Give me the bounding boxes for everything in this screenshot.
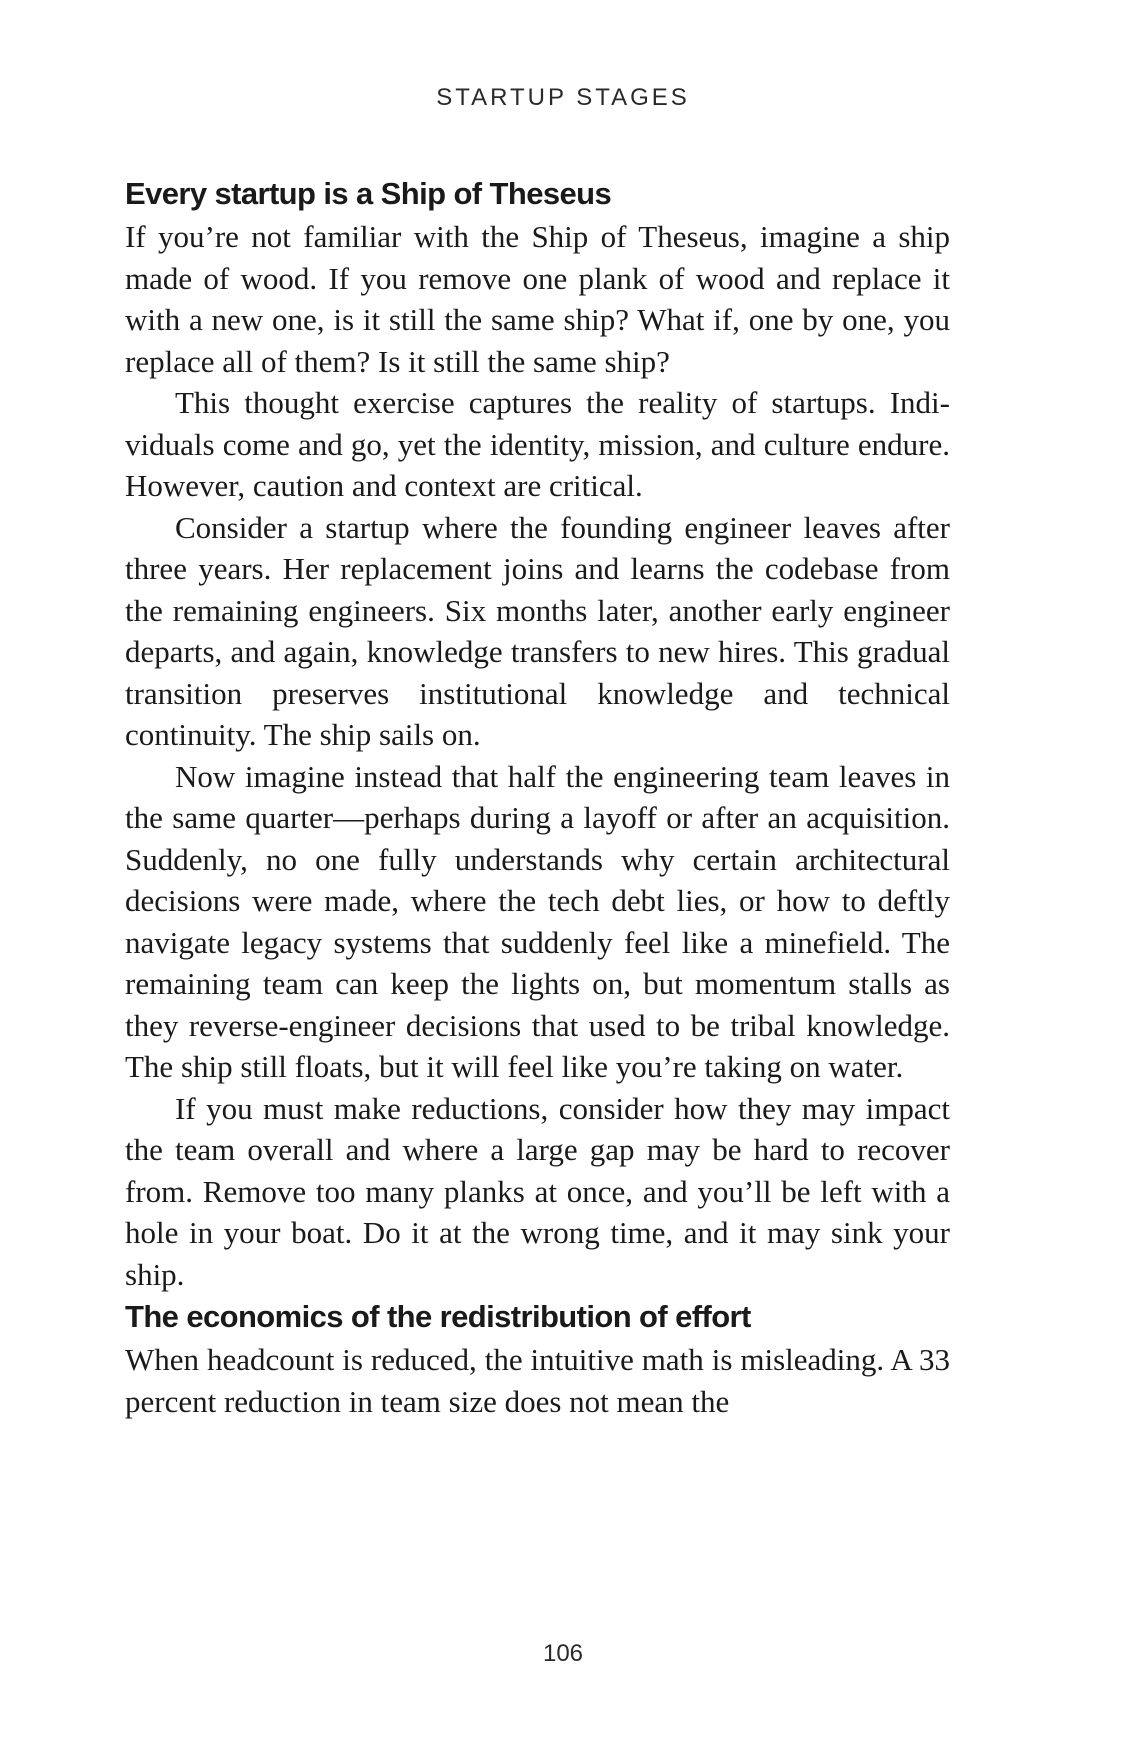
paragraph: Now imagine instead that half the engineering team leaves in the same quarter—perhaps during a layoff or after an acquisition. Suddenly, no one fully understands why certain architectural decisions were made, where the tech debt lies, or how to deftly navigate legacy systems that suddenly feel like a minefield. The remaining team can keep the lights on, but momentum stalls as they reverse-engineer decisions that used to be tribal knowledge. The ship still floats, but it will feel like you’re taking on water.	[125, 758, 950, 1084]
paragraph: Consider a startup where the founding engineer leaves after three years. Her replacement joins and learns the codebase from the remaining engineers. Six months later, another early engineer departs, and again, knowledge transfers to new hires. This gradual transition preserves institutional knowledge and technical continuity. The ship sails on.	[125, 509, 950, 752]
paragraph: This thought exercise captures the reality of startups. Individuals come and go, yet the identity, mission, and culture endure. However, caution and context are critical.	[125, 385, 950, 503]
paragraph: If you must make reductions, consider how they may impact the team overall and where a large gap may be hard to recover from. Remove too many planks at once, and you’ll be left with a hole in your boat. Do it at the wrong time, and it may sink your ship.	[125, 1090, 950, 1292]
running-head: STARTUP STAGES	[436, 84, 690, 111]
section-heading-economics: The economics of the redistribution of effort	[125, 1299, 751, 1334]
page-content	[125, 172, 950, 1422]
page-number: 106	[542, 1640, 584, 1667]
paragraph: If you’re not familiar with the Ship of Theseus, imagine a ship made of wood. If you remove one plank of wood and replace it with a new one, is it still the same ship? What if, one by one, you replace all of them? Is it still the same ship?	[125, 219, 950, 379]
paragraph: When headcount is reduced, the intuitive math is misleading. A 33 percent reduction in team size does not mean the	[125, 1342, 950, 1419]
section-heading-ship-of-theseus: Every startup is a Ship of Theseus	[125, 176, 612, 211]
